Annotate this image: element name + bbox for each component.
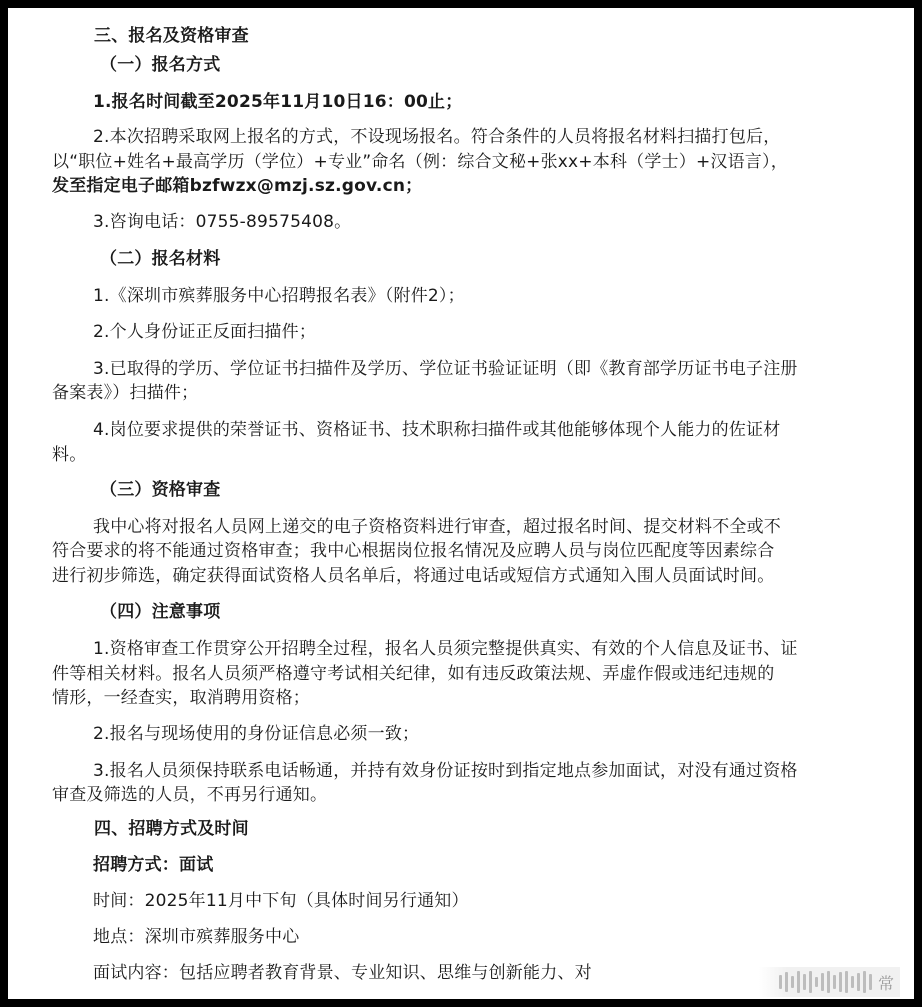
paragraph-line: 1.《深圳市殡葬服务中心招聘报名表》（附件2）； <box>93 286 465 306</box>
paragraph-line: 招聘方式：面试 <box>93 855 214 875</box>
paragraph-line: 进行初步筛选，确定获得面试资格人员名单后，将通过电话或短信方式通知入围人员面试时间。 <box>52 566 775 586</box>
paragraph-line: 以“职位+姓名+最高学历（学位）+专业”命名（例：综合文秘+张xx+本科（学士）+汉语言）， <box>52 152 788 172</box>
paragraph-line: 3.咨询电话：0755-89575408。 <box>93 212 352 232</box>
watermark-text: 常 <box>877 973 894 993</box>
paragraph-line: 符合要求的将不能通过资格审查；我中心根据岗位报名情况及应聘人员与岗位匹配度等因素综合 <box>52 541 775 561</box>
watermark-overlay <box>759 967 900 997</box>
paragraph-line: 时间：2025年11月中下旬（具体时间另行通知） <box>93 891 469 911</box>
paragraph-line: 2.个人身份证正反面扫描件； <box>93 322 317 342</box>
document-page <box>8 8 914 999</box>
paragraph-line: 备案表》）扫描件； <box>52 383 199 403</box>
paragraph-line: 情形，一经查实，取消聘用资格； <box>52 688 310 708</box>
subheading-qualification-review: （三）资格审查 <box>100 480 221 500</box>
paragraph-line: 2.报名与现场使用的身份证信息必须一致； <box>93 724 420 744</box>
paragraph-line: 1.报名时间截至2025年11月10日16：00止； <box>93 92 463 112</box>
paragraph-line: 发至指定电子邮箱bzfwzx@mzj.sz.gov.cn； <box>52 176 423 196</box>
paragraph-line: 审查及筛选的人员，不再另行通知。 <box>52 785 328 805</box>
paragraph-line: 3.报名人员须保持联系电话畅通，并持有效身份证按时到指定地点参加面试，对没有通过资格 <box>93 761 798 781</box>
subheading-notes: （四）注意事项 <box>100 602 221 622</box>
paragraph-line: 4.岗位要求提供的荣誉证书、资格证书、技术职称扫描件或其他能够体现个人能力的佐证材 <box>93 420 781 440</box>
paragraph-line: 2.本次招聘采取网上报名的方式，不设现场报名。符合条件的人员将报名材料扫描打包后， <box>93 127 781 147</box>
section-heading-4: 四、招聘方式及时间 <box>94 819 249 839</box>
paragraph-line: 地点：深圳市殡葬服务中心 <box>93 927 300 947</box>
watermark-barcode-icon <box>779 971 872 993</box>
paragraph-line: 3.已取得的学历、学位证书扫描件及学历、学位证书验证证明（即《教育部学历证书电子注册 <box>93 359 798 379</box>
subheading-registration-materials: （二）报名材料 <box>100 249 221 269</box>
paragraph-line: 件等相关材料。报名人员须严格遵守考试相关纪律，如有违反政策法规、弄虚作假或违纪违规的 <box>52 664 775 684</box>
paragraph-line: 料。 <box>52 445 87 465</box>
paragraph-line: 面试内容：包括应聘者教育背景、专业知识、思维与创新能力、对 <box>93 963 592 983</box>
paragraph-line: 1.资格审查工作贯穿公开招聘全过程，报名人员须完整提供真实、有效的个人信息及证书、证 <box>93 639 798 659</box>
subheading-registration-method: （一）报名方式 <box>100 55 221 75</box>
paragraph-line: 我中心将对报名人员网上递交的电子资格资料进行审查，超过报名时间、提交材料不全或不 <box>93 517 781 537</box>
section-heading-3: 三、报名及资格审查 <box>94 26 249 46</box>
